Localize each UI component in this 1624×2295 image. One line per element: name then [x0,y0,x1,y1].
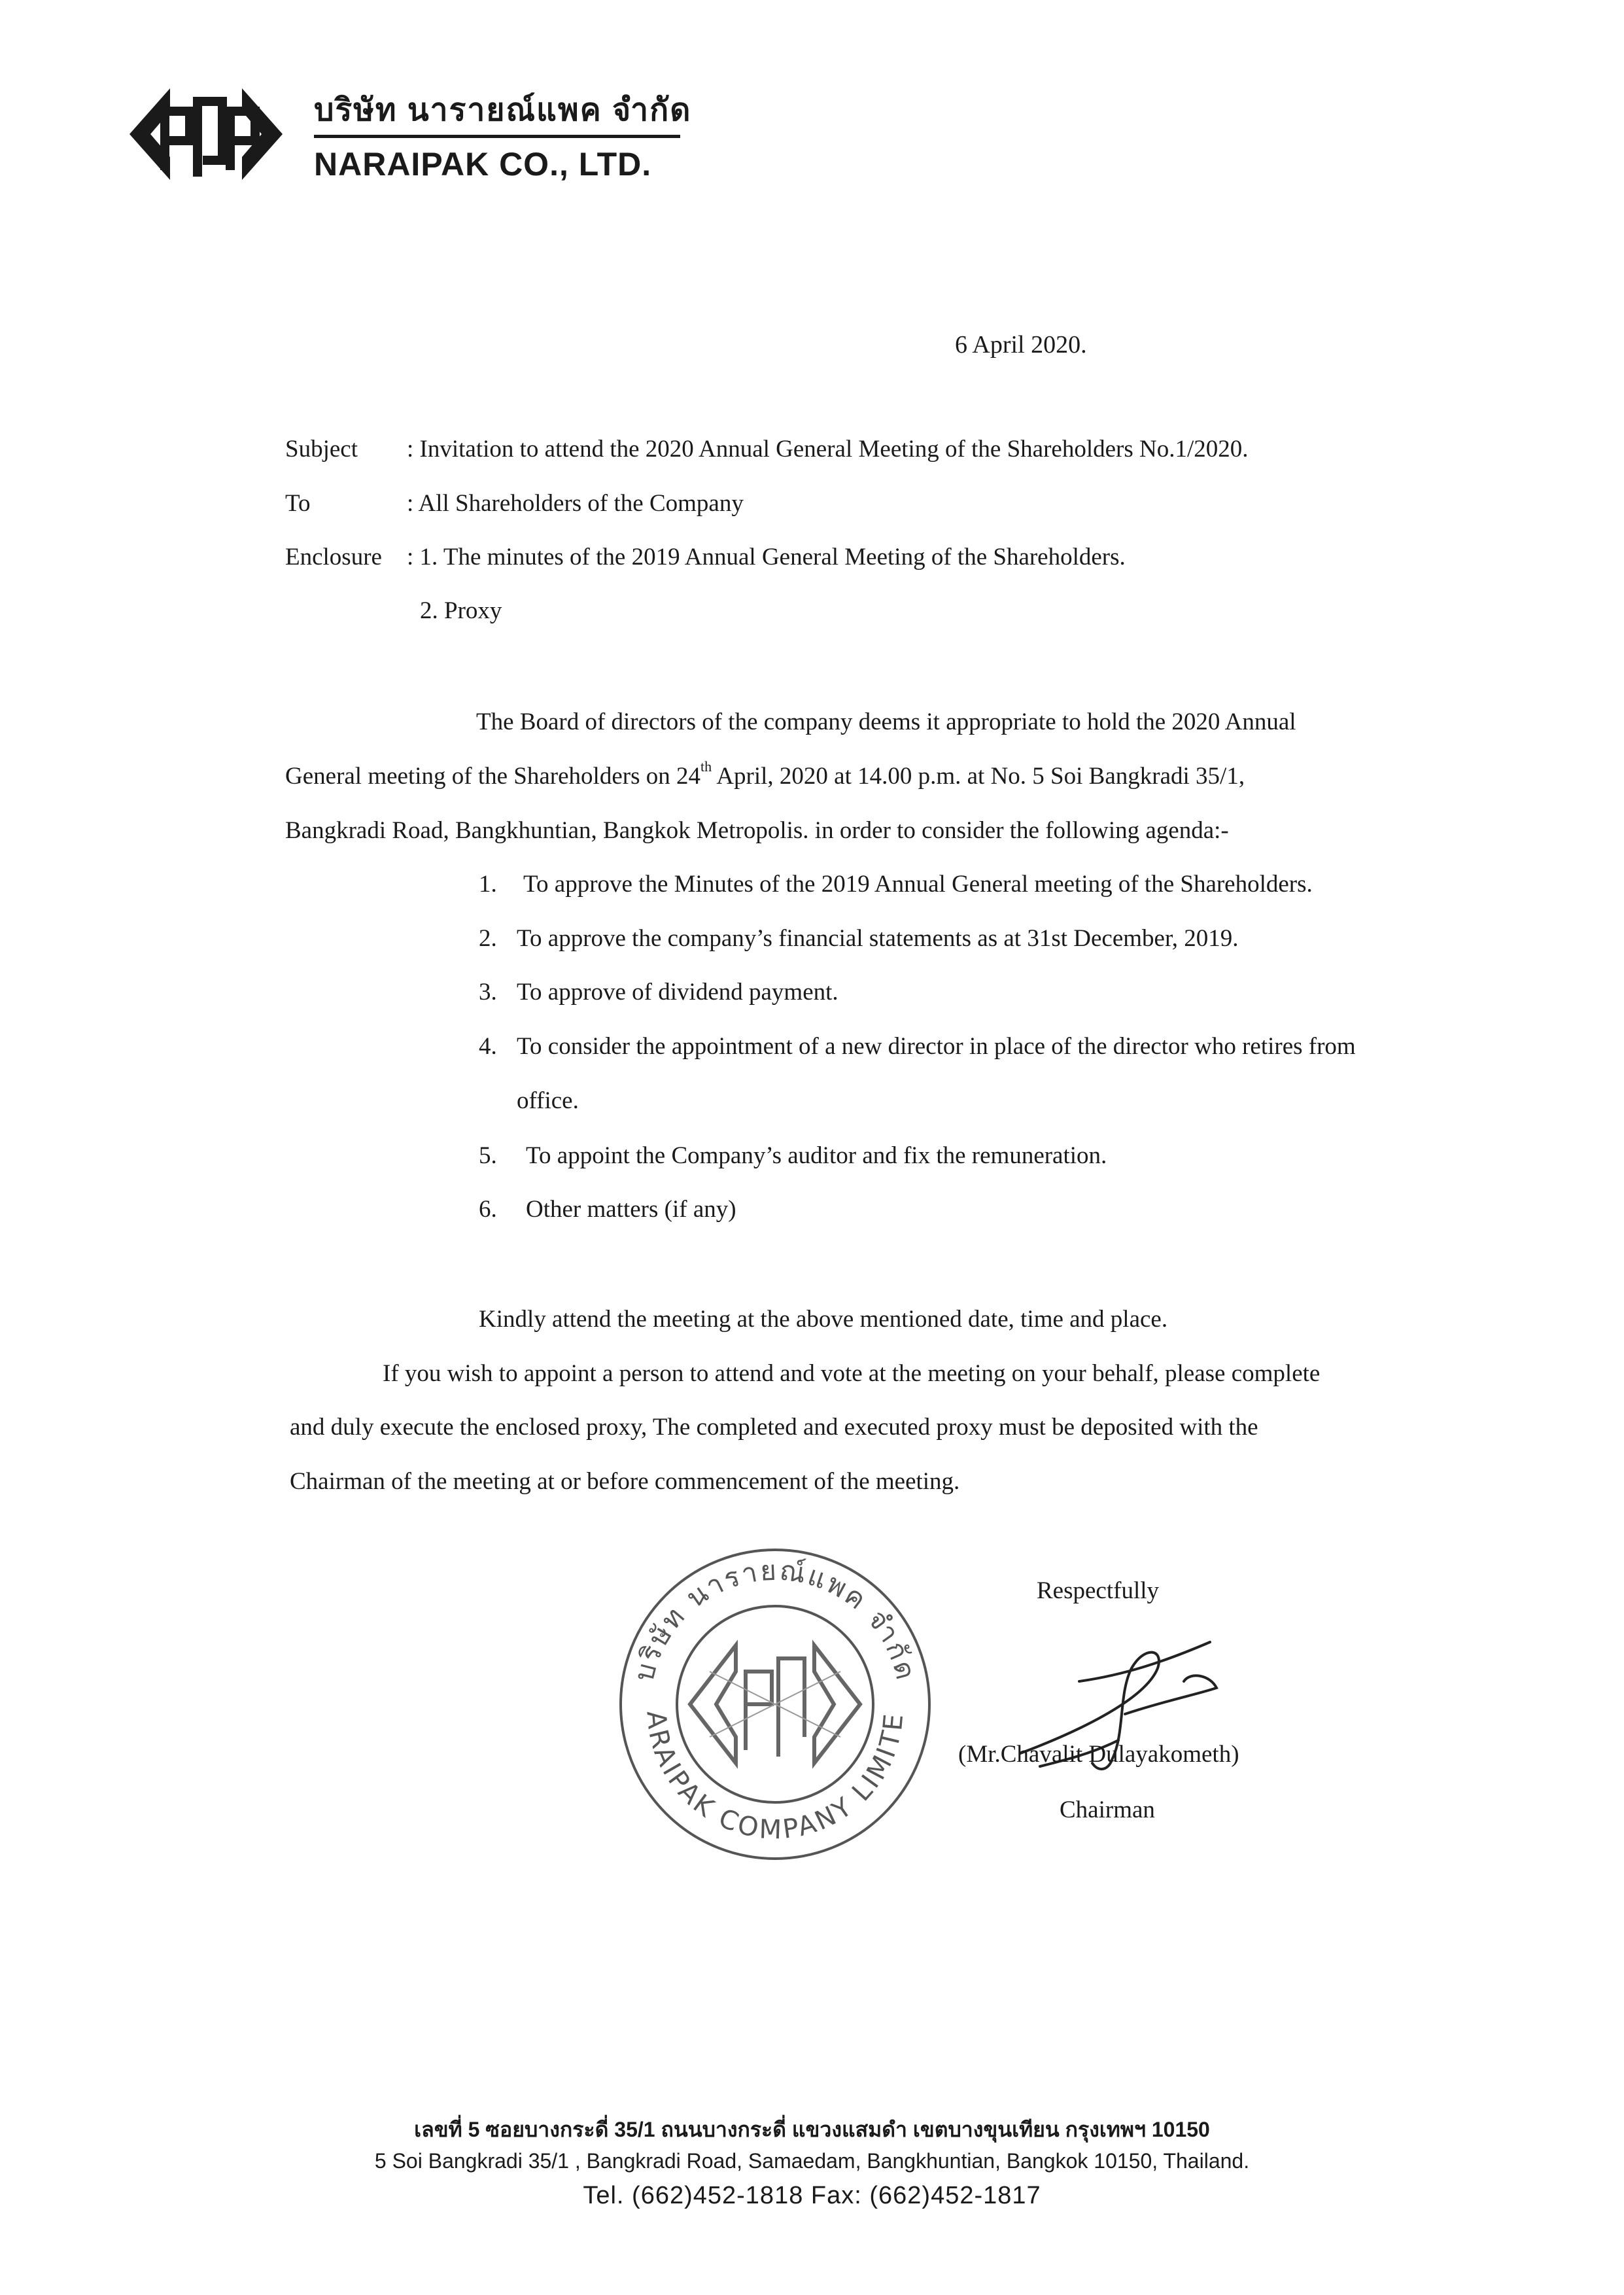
agenda-item: To approve of dividend payment. [517,979,838,1006]
footer-phone-fax: Tel. (662)452-1818 Fax: (662)452-1817 [583,2182,1041,2209]
salutation: Respectfully [1037,1577,1160,1604]
agenda-item: To approve the Minutes of the 2019 Annual General meeting of the Shareholders. [523,871,1313,898]
letterhead-divider [314,135,680,138]
agenda-item: To appoint the Company’s auditor and fix the remuneration. [526,1142,1107,1169]
agenda-item: Other matters (if any) [526,1196,736,1223]
svg-text:NARAIPAK COMPANY LIMITED: ARAIPAK COMPANY LIMITE [640,1709,910,1846]
intro-line-3: Bangkradi Road, Bangkhuntian, Bangkok Metropolis. in order to consider the following agenda:- [285,817,1229,844]
signatory-title: Chairman [1060,1796,1155,1823]
enclosure-item-1: : 1. The minutes of the 2019 Annual General Meeting of the Shareholders. [407,544,1126,570]
letter-date: 6 April 2020. [955,331,1087,359]
company-seal [612,1541,939,1868]
agenda-number: 1. [479,871,497,898]
agenda-item: To approve the company’s financial statements as at 31st December, 2019. [517,925,1239,952]
to-value: : All Shareholders of the Company [407,490,744,517]
enclosure-item-2: 2. Proxy [420,597,502,624]
footer-address-thai: เลขที่ 5 ซอยบางกระดี่ 35/1 ถนนบางกระดี่ แขวงแสมดำ เขตบางขุนเทียน กรุงเทพฯ 10150 [414,2118,1210,2141]
closing-line-1: Kindly attend the meeting at the above mentioned date, time and place. [479,1306,1168,1333]
company-logo [124,65,288,203]
to-label: To [285,490,311,517]
handwritten-signature [994,1596,1249,1812]
closing-line-2: If you wish to appoint a person to attend and vote at the meeting on your behalf, please complete [383,1360,1321,1387]
company-name-english: NARAIPAK CO., LTD. [314,146,652,183]
intro-line-2: General meeting of the Shareholders on 24th April, 2020 at 14.00 p.m. at No. 5 Soi Bangkradi 35/1, [285,758,1245,790]
agenda-number: 4. [479,1033,497,1060]
closing-line-4: Chairman of the meeting at or before commencement of the meeting. [290,1468,960,1495]
company-name-thai: บริษัท นารายณ์แพค จำกัด [314,93,692,128]
footer-address-english: 5 Soi Bangkradi 35/1 , Bangkradi Road, Samaedam, Bangkhuntian, Bangkok 10150, Thailand. [374,2149,1250,2173]
agenda-number: 5. [479,1142,497,1169]
agenda-number: 3. [479,979,497,1006]
signatory-name: (Mr.Chavalit Dulayakometh) [958,1741,1239,1768]
svg-text:บริษัท นารายณ์แพค จำกัด: บริษัท นารายณ์แพค จำกัด [627,1554,923,1685]
agenda-item: To consider the appointment of a new director in place of the director who retires from [517,1033,1356,1060]
subject-label: Subject [285,436,358,463]
agenda-item-continuation: office. [517,1087,579,1114]
subject-value: : Invitation to attend the 2020 Annual General Meeting of the Shareholders No.1/2020. [407,436,1249,463]
agenda-number: 6. [479,1196,497,1223]
agenda-number: 2. [479,925,497,952]
closing-line-3: and duly execute the enclosed proxy, The completed and executed proxy must be deposited with the [290,1414,1258,1441]
ordinal-suffix: th [700,758,712,775]
intro-line-1: The Board of directors of the company deems it appropriate to hold the 2020 Annual [476,709,1296,735]
enclosure-label: Enclosure [285,544,382,570]
